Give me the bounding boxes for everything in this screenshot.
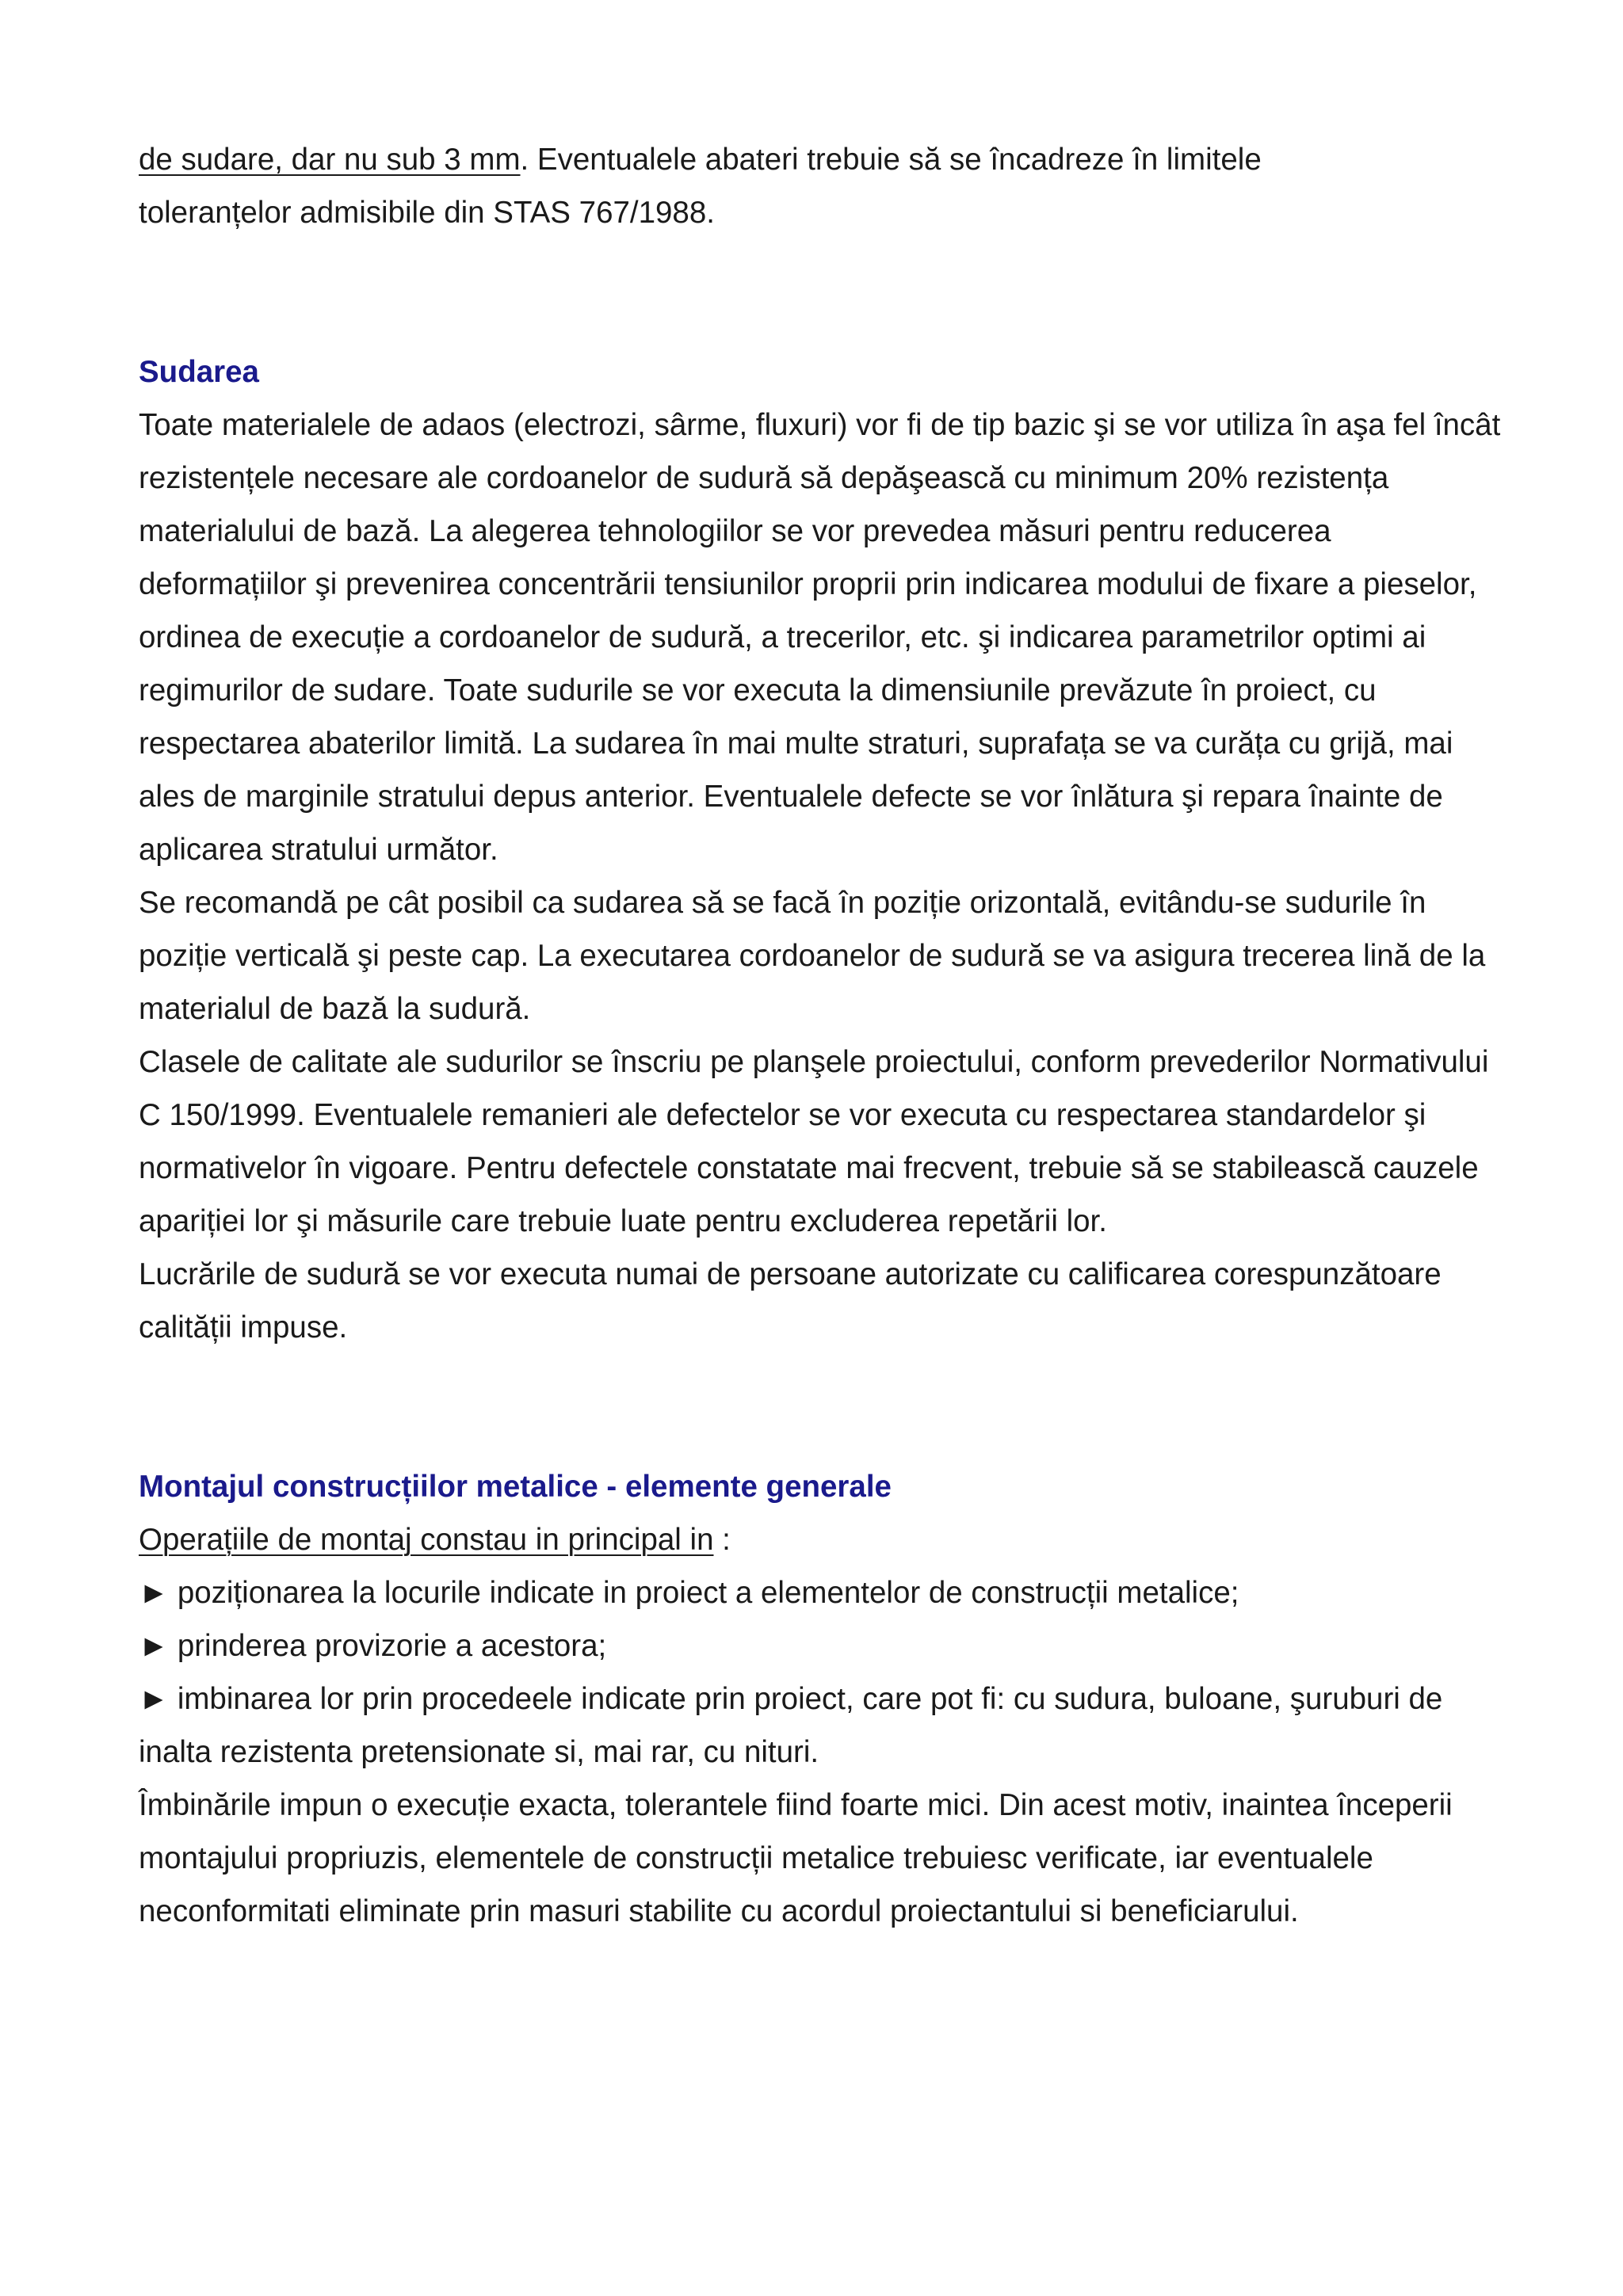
intro-text: . Eventualele abateri trebuie să se încadreze în limitele	[520, 143, 1262, 177]
intro-paragraph	[139, 133, 1502, 239]
section-heading-sudarea: Sudarea	[139, 355, 259, 389]
sudarea-paragraph-4: Lucrările de sudură se vor executa numai de persoane autorizate cu calificarea corespunzătoare calității impuse.	[139, 1257, 1442, 1344]
montaj-lead-suffix: :	[713, 1523, 731, 1557]
montaj-closing-paragraph: Îmbinările impun o execuție exacta, tolerantele fiind foarte mici. Din acest motiv, inaintea începerii montajului propriuzis, elementele de construcții metalice trebuiesc verificate, iar eventualele neconformitati eliminate prin masuri stabilite cu acordul proiectantului si beneficiarului.	[139, 1788, 1453, 1928]
montaj-lead	[139, 1513, 1502, 1566]
bullet-text: poziționarea la locurile indicate in proiect a elementelor de construcții metalice;	[177, 1576, 1239, 1610]
section-spacer	[139, 1354, 1502, 1460]
sudarea-paragraph-2: Se recomandă pe cât posibil ca sudarea să se facă în poziție orizontală, evitându-se sudurile în poziție verticală şi peste cap. La executarea cordoanelor de sudură se va asigura trecerea lină de la materialul de bază la sudură.	[139, 886, 1486, 1026]
bullet-arrow-icon: ►	[139, 1682, 170, 1716]
sudarea-paragraph-3: Clasele de calitate ale sudurilor se înscriu pe planşele proiectului, conform prevederilor Normativului C 150/1999. Eventualele remanieri ale defectelor se vor executa cu respectarea standardelor şi normativelor în vigoare. Pentru defectele constatate mai frecvent, trebuie să se stabilească cauzele apariției lor şi măsurile care trebuie luate pentru excluderea repetării lor.	[139, 1045, 1489, 1238]
section-heading-montaj: Montajul construcțiilor metalice - elemente generale	[139, 1470, 892, 1504]
bullet-item	[139, 1619, 1502, 1672]
intro-text-line2: toleranțelor admisibile din STAS 767/1988.	[139, 196, 715, 230]
bullet-text: prinderea provizorie a acestora;	[177, 1629, 607, 1663]
bullet-arrow-icon: ►	[139, 1576, 170, 1610]
intro-underlined-text: de sudare, dar nu sub 3 mm	[139, 143, 521, 177]
document-body	[139, 133, 1502, 1938]
bullet-arrow-icon: ►	[139, 1629, 170, 1663]
sudarea-paragraph-1: Toate materialele de adaos (electrozi, sârme, fluxuri) vor fi de tip bazic şi se vor utiliza în aşa fel încât rezistențele necesare ale cordoanelor de sudură să depăşească cu minimum 20% rezistența materialului de bază. La alegerea tehnologiilor se vor prevedea măsuri pentru reducerea deformațiilor şi prevenirea concentrării tensiunilor proprii prin indicarea modului de fixare a pieselor, ordinea de execuție a cordoanelor de sudură, a trecerilor, etc. şi indicarea parametrilor optimi ai regimurilor de sudare. Toate sudurile se vor executa la dimensiunile prevăzute în proiect, cu respectarea abaterilor limită. La sudarea în mai multe straturi, suprafața se va curăța cu grijă, mai ales de marginile stratului depus anterior. Eventualele defecte se vor înlătura şi repara înainte de aplicarea stratului următor.	[139, 408, 1501, 867]
montaj-lead-underlined: Operațiile de montaj constau in principal in	[139, 1523, 714, 1557]
bullet-item	[139, 1672, 1502, 1779]
bullet-text: imbinarea lor prin procedeele indicate prin proiect, care pot fi: cu sudura, buloane, şuruburi de inalta rezistenta pretensionate si, mai rar, cu nituri.	[139, 1682, 1443, 1769]
bullet-item	[139, 1566, 1502, 1619]
section-spacer	[139, 239, 1502, 345]
